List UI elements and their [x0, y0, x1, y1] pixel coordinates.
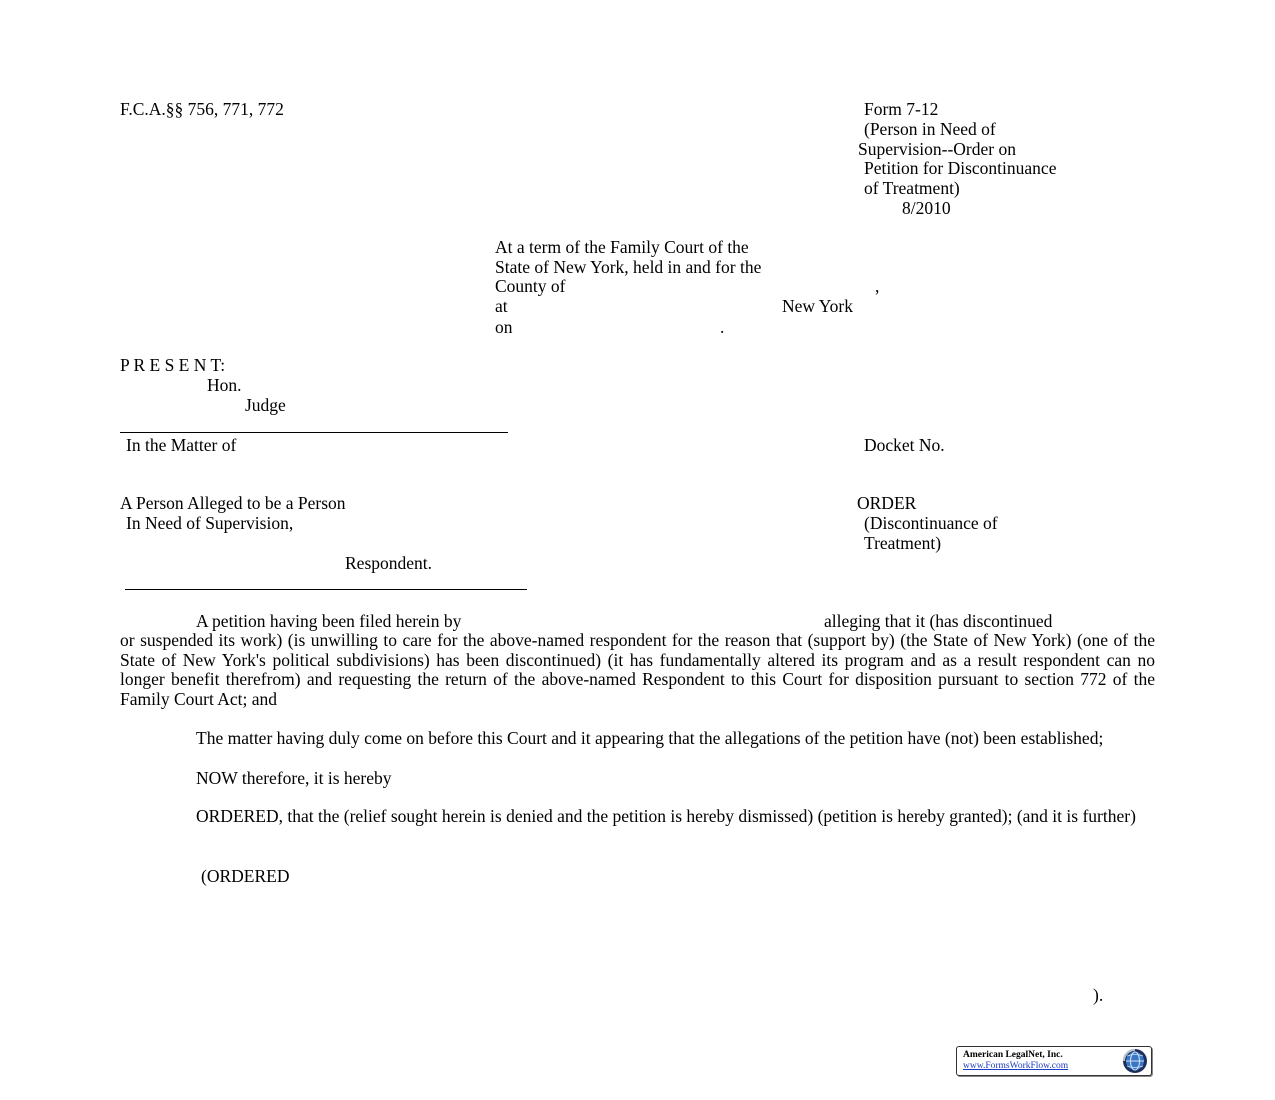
logo-company-name: American LegalNet, Inc. [963, 1050, 1063, 1060]
court-term-line-2: State of New York, held in and for the [495, 257, 762, 277]
caption-bottom-rule [125, 589, 527, 590]
order-subtitle-line-2: Treatment) [864, 533, 942, 553]
order-subtitle-line-1: (Discontinuance of [864, 513, 998, 533]
further-ordered-text: (ORDERED [201, 866, 290, 886]
alleged-person-line-1: A Person Alleged to be a Person [120, 493, 346, 513]
form-description-line-3: Petition for Discontinuance [864, 158, 1057, 178]
statute-citation: F.C.A.§§ 756, 771, 772 [120, 99, 284, 119]
order-title: ORDER [857, 493, 917, 513]
american-legalnet-logo[interactable] [956, 1046, 1152, 1076]
form-number: Form 7-12 [864, 99, 939, 119]
court-term-line-1: At a term of the Family Court of the [495, 237, 749, 257]
court-at-label: at [495, 296, 508, 316]
court-state: New York [782, 296, 853, 316]
form-description-line-4: of Treatment) [864, 178, 960, 198]
now-therefore-text: NOW therefore, it is hereby [196, 768, 392, 788]
matter-paragraph: The matter having duly come on before this Court and it appearing that the allegations of the petition have (not) been established; [196, 728, 1104, 748]
form-revision-date: 8/2010 [902, 198, 951, 218]
petition-paragraph-body: or suspended its work) (is unwilling to care for the above-named respondent for the reason that (support by) (the State of New York) (one of the State of New York's political subdivisions) has been discontinued) (it has fundamentally altered its program and as a result respondent can no longer benefit therefrom) and requesting the return of the above-named Respondent to this Court for disposition pursuant to section 772 of the Family Court Act; and [120, 630, 1155, 709]
petition-paragraph-start: A petition having been filed herein by [196, 611, 462, 631]
hon-label: Hon. [207, 375, 242, 395]
court-on-period: . [720, 317, 725, 337]
ordered-paragraph: ORDERED, that the (relief sought herein is denied and the petition is hereby dismissed) (petition is hereby granted); (and it is further) [196, 806, 1136, 826]
docket-number-label: Docket No. [864, 435, 945, 455]
court-on-label: on [495, 317, 513, 337]
globe-logo-icon [1122, 1048, 1148, 1074]
closing-paren: ). [1093, 985, 1104, 1005]
judge-label: Judge [245, 395, 286, 415]
caption-top-rule [120, 432, 508, 433]
form-description-line-1: (Person in Need of [864, 119, 996, 139]
logo-url-link[interactable]: www.FormsWorkFlow.com [963, 1061, 1069, 1071]
court-county-label: County of [495, 276, 566, 296]
court-county-comma: , [875, 276, 880, 296]
form-description-line-2: Supervision--Order on [858, 139, 1016, 159]
in-matter-of-label: In the Matter of [126, 435, 237, 455]
alleged-person-line-2: In Need of Supervision, [126, 513, 294, 533]
petition-alleging-text: alleging that it (has discontinued [824, 611, 1053, 631]
respondent-label: Respondent. [345, 553, 433, 573]
present-label: P R E S E N T: [120, 355, 226, 375]
